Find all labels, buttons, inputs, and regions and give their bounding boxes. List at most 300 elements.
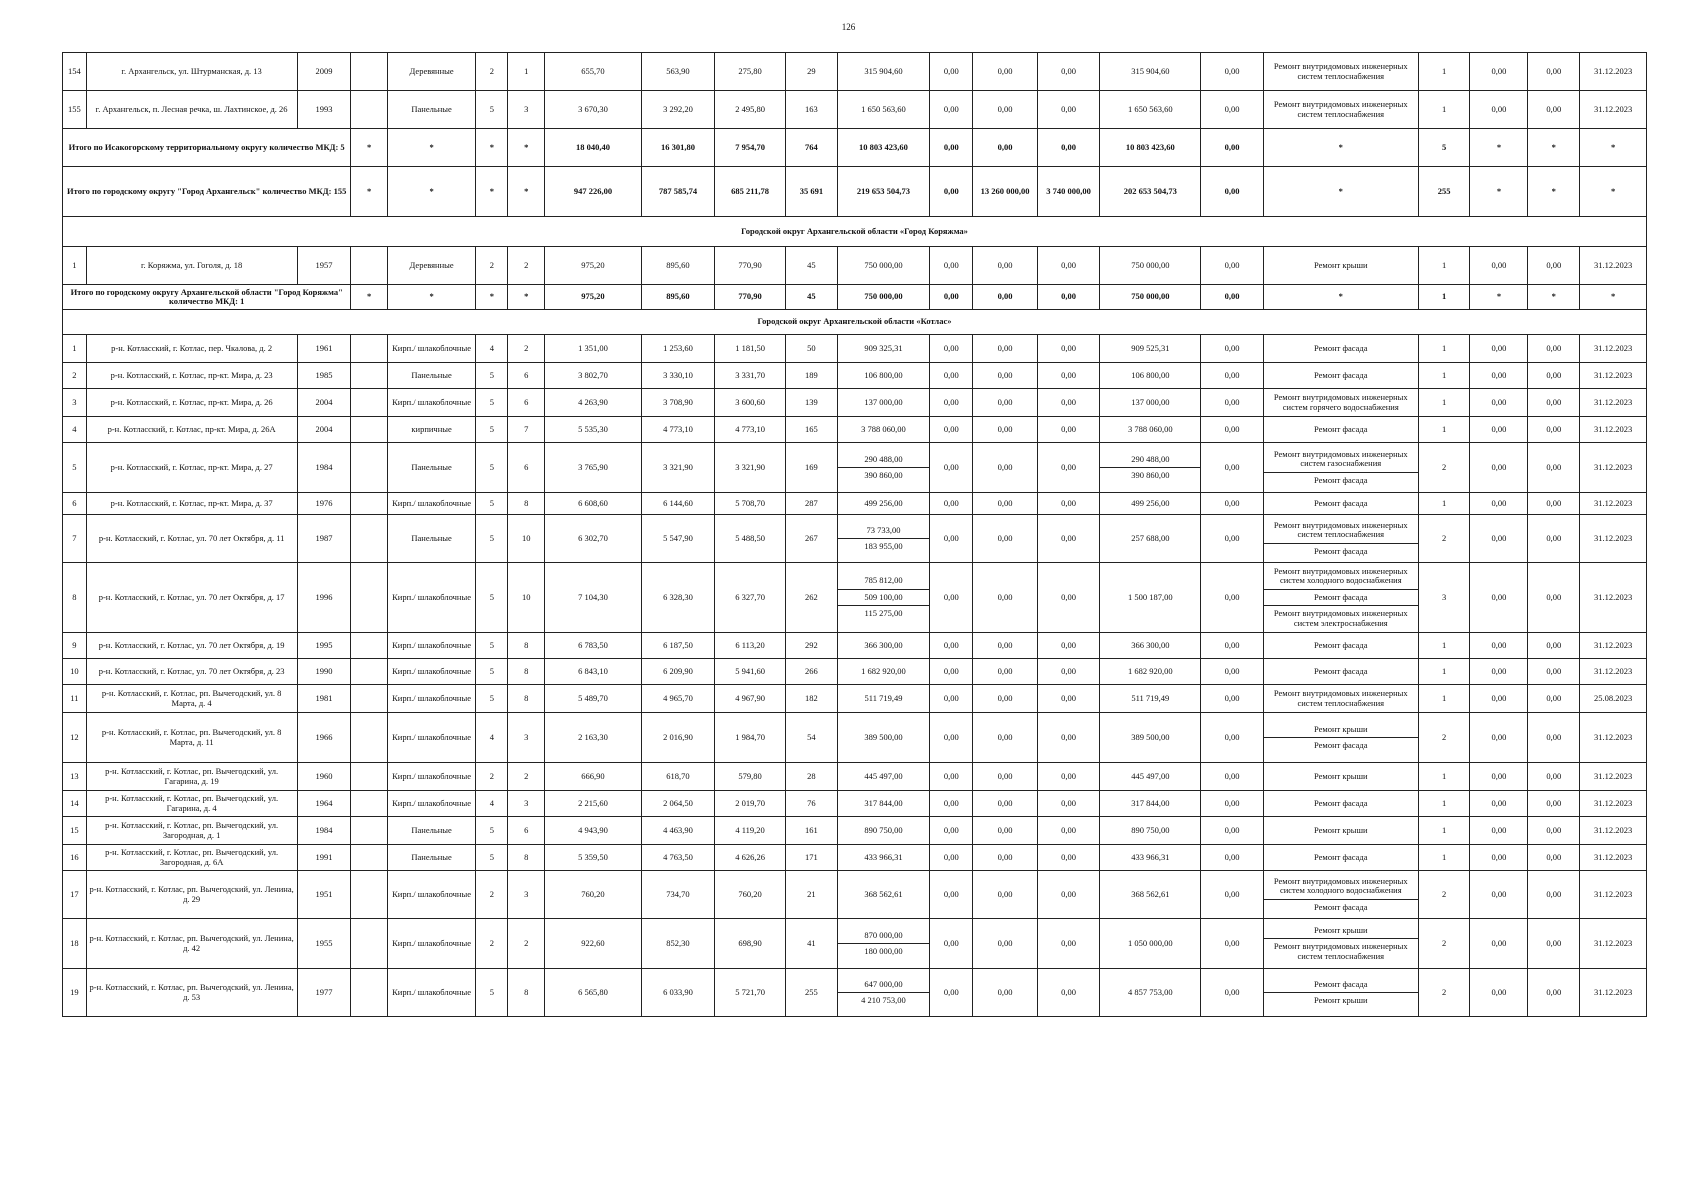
works-count-cell: 2 xyxy=(1418,919,1470,969)
total-area-cell: 3 802,70 xyxy=(545,363,642,389)
residential-area-cell: 5 488,50 xyxy=(715,515,786,563)
table-row xyxy=(63,713,1647,763)
premises-area-cell: 6 033,90 xyxy=(641,969,714,1017)
other-cell: 0,00 xyxy=(1201,363,1263,389)
cost-cell-part: 290 488,00 xyxy=(864,453,903,464)
material-cell: Деревянные xyxy=(387,53,475,91)
star-cell: * xyxy=(476,167,508,217)
total-area-cell: 6 302,70 xyxy=(545,515,642,563)
year-cell: 1976 xyxy=(297,493,351,515)
blank-cell xyxy=(351,845,388,871)
fund-cell: 0,00 xyxy=(930,871,973,919)
residents-cell: 45 xyxy=(786,247,838,285)
deadline-cell: 31.12.2023 xyxy=(1580,817,1647,845)
owners-cell xyxy=(1100,443,1201,493)
other-cell: 0,00 xyxy=(1201,335,1263,363)
cost-cell: 909 325,31 xyxy=(837,335,930,363)
cost-cell: 10 803 423,60 xyxy=(837,129,930,167)
local-budget-cell: 0,00 xyxy=(1037,443,1099,493)
floors-cell: 4 xyxy=(476,713,508,763)
owners-cell: 10 803 423,60 xyxy=(1100,129,1201,167)
total-area-cell: 6 783,50 xyxy=(545,633,642,659)
table-row xyxy=(63,633,1647,659)
deadline-cell: 31.12.2023 xyxy=(1580,633,1647,659)
works-count-cell: 2 xyxy=(1418,443,1470,493)
deadline-cell: 31.12.2023 xyxy=(1580,969,1647,1017)
zero-cell-1: 0,00 xyxy=(1470,713,1528,763)
regional-budget-cell: 0,00 xyxy=(973,685,1038,713)
cost-cell-part: 647 000,00 xyxy=(864,978,903,989)
year-cell: 1964 xyxy=(297,791,351,817)
floors-cell: 2 xyxy=(476,763,508,791)
work-type-cell xyxy=(1263,443,1418,493)
zero-cell-2: 0,00 xyxy=(1528,871,1580,919)
year-cell: 1951 xyxy=(297,871,351,919)
deadline-cell: 31.12.2023 xyxy=(1580,91,1647,129)
premises-area-cell: 3 708,90 xyxy=(641,389,714,417)
floors-cell: 5 xyxy=(476,443,508,493)
address-cell: р-н. Котласский, г. Котлас, рп. Вычегодский, ул. Загородная, д. 6А xyxy=(86,845,297,871)
premises-area-cell: 4 773,10 xyxy=(641,417,714,443)
zero-cell-2: 0,00 xyxy=(1528,335,1580,363)
section-title: Городской округ Архангельской области «Котлас» xyxy=(63,310,1647,335)
row-number: 19 xyxy=(63,969,87,1017)
zero-cell-1: 0,00 xyxy=(1470,685,1528,713)
address-cell: р-н. Котласский, г. Котлас, ул. 70 лет Октября, д. 19 xyxy=(86,633,297,659)
other-cell: 0,00 xyxy=(1201,871,1263,919)
works-count-cell: 1 xyxy=(1418,633,1470,659)
other-cell: 0,00 xyxy=(1201,515,1263,563)
total-area-cell: 6 843,10 xyxy=(545,659,642,685)
material-cell: кирпичные xyxy=(387,417,475,443)
cost-cell-part: 73 733,00 xyxy=(866,524,901,535)
zero-cell-1: 0,00 xyxy=(1470,515,1528,563)
year-cell: 1987 xyxy=(297,515,351,563)
local-budget-cell: 0,00 xyxy=(1037,389,1099,417)
total-area-cell: 666,90 xyxy=(545,763,642,791)
zero-cell-1: 0,00 xyxy=(1470,563,1528,633)
row-number: 155 xyxy=(63,91,87,129)
owners-cell: 137 000,00 xyxy=(1100,389,1201,417)
material-cell: Кирп./ шлакоблочные xyxy=(387,493,475,515)
entrances-cell: 10 xyxy=(508,563,545,633)
zero-cell-2: 0,00 xyxy=(1528,389,1580,417)
floors-cell: 5 xyxy=(476,563,508,633)
star-cell: * xyxy=(387,129,475,167)
cost-cell-part: 870 000,00 xyxy=(864,929,903,940)
owners-cell: 4 857 753,00 xyxy=(1100,969,1201,1017)
deadline-cell: 31.12.2023 xyxy=(1580,335,1647,363)
entrances-cell: 2 xyxy=(508,335,545,363)
material-cell: Панельные xyxy=(387,363,475,389)
table-row xyxy=(63,817,1647,845)
owners-cell: 433 966,31 xyxy=(1100,845,1201,871)
residents-cell: 182 xyxy=(786,685,838,713)
fund-cell: 0,00 xyxy=(930,335,973,363)
regional-budget-cell: 0,00 xyxy=(973,335,1038,363)
residents-cell: 764 xyxy=(786,129,838,167)
premises-area-cell: 4 463,90 xyxy=(641,817,714,845)
residents-cell: 76 xyxy=(786,791,838,817)
owners-cell: 750 000,00 xyxy=(1100,247,1201,285)
premises-area-cell: 563,90 xyxy=(641,53,714,91)
premises-area-cell: 3 292,20 xyxy=(641,91,714,129)
residents-cell: 54 xyxy=(786,713,838,763)
cost-cell-part: 509 100,00 xyxy=(838,589,930,605)
blank-cell xyxy=(351,515,388,563)
works-count-cell: 1 xyxy=(1418,389,1470,417)
blank-cell xyxy=(351,563,388,633)
fund-cell: 0,00 xyxy=(930,763,973,791)
star-cell: * xyxy=(351,129,388,167)
works-count-cell: 1 xyxy=(1418,247,1470,285)
local-budget-cell: 0,00 xyxy=(1037,659,1099,685)
owners-cell: 3 788 060,00 xyxy=(1100,417,1201,443)
premises-area-cell: 2 016,90 xyxy=(641,713,714,763)
regional-budget-cell: 0,00 xyxy=(973,919,1038,969)
works-count-cell: 1 xyxy=(1418,685,1470,713)
regional-budget-cell: 0,00 xyxy=(973,443,1038,493)
residential-area-cell: 2 495,80 xyxy=(715,91,786,129)
residential-area-cell: 7 954,70 xyxy=(715,129,786,167)
entrances-cell: 6 xyxy=(508,389,545,417)
local-budget-cell: 0,00 xyxy=(1037,129,1099,167)
material-cell: Кирп./ шлакоблочные xyxy=(387,791,475,817)
fund-cell: 0,00 xyxy=(930,817,973,845)
zero-cell-2: 0,00 xyxy=(1528,633,1580,659)
fund-cell: 0,00 xyxy=(930,633,973,659)
local-budget-cell: 0,00 xyxy=(1037,53,1099,91)
residents-cell: 50 xyxy=(786,335,838,363)
star-cell: * xyxy=(1470,129,1528,167)
residents-cell: 266 xyxy=(786,659,838,685)
zero-cell-2: 0,00 xyxy=(1528,515,1580,563)
fund-cell: 0,00 xyxy=(930,713,973,763)
table-row xyxy=(63,685,1647,713)
blank-cell xyxy=(351,443,388,493)
premises-area-cell: 787 585,74 xyxy=(641,167,714,217)
entrances-cell: 8 xyxy=(508,845,545,871)
residential-area-cell: 5 941,60 xyxy=(715,659,786,685)
address-cell: р-н. Котласский, г. Котлас, ул. 70 лет Октября, д. 23 xyxy=(86,659,297,685)
work-type-cell: Ремонт фасада xyxy=(1263,493,1418,515)
row-number: 17 xyxy=(63,871,87,919)
material-cell: Кирп./ шлакоблочные xyxy=(387,633,475,659)
star-cell: * xyxy=(508,167,545,217)
works-count-cell: 1 xyxy=(1418,363,1470,389)
other-cell: 0,00 xyxy=(1201,493,1263,515)
year-cell: 1991 xyxy=(297,845,351,871)
floors-cell: 4 xyxy=(476,335,508,363)
premises-area-cell: 6 144,60 xyxy=(641,493,714,515)
star-cell: * xyxy=(1528,167,1580,217)
zero-cell-1: 0,00 xyxy=(1470,845,1528,871)
address-cell: р-н. Котласский, г. Котлас, рп. Вычегодский, ул. Гагарина, д. 19 xyxy=(86,763,297,791)
deadline-cell: 31.12.2023 xyxy=(1580,363,1647,389)
floors-cell: 5 xyxy=(476,91,508,129)
work-type-cell: Ремонт фасада xyxy=(1263,845,1418,871)
residential-area-cell: 6 327,70 xyxy=(715,563,786,633)
premises-area-cell: 2 064,50 xyxy=(641,791,714,817)
address-cell: г. Архангельск, п. Лесная речка, ш. Лахтинское, д. 26 xyxy=(86,91,297,129)
year-cell: 1955 xyxy=(297,919,351,969)
regional-budget-cell: 0,00 xyxy=(973,633,1038,659)
table-row xyxy=(63,417,1647,443)
zero-cell-2: 0,00 xyxy=(1528,563,1580,633)
work-type-cell: Ремонт фасада xyxy=(1263,791,1418,817)
residents-cell: 139 xyxy=(786,389,838,417)
zero-cell-1: 0,00 xyxy=(1470,969,1528,1017)
zero-cell-1: 0,00 xyxy=(1470,363,1528,389)
zero-cell-2: 0,00 xyxy=(1528,685,1580,713)
entrances-cell: 3 xyxy=(508,91,545,129)
floors-cell: 5 xyxy=(476,817,508,845)
table-body xyxy=(63,53,1647,1017)
deadline-cell: 31.12.2023 xyxy=(1580,659,1647,685)
zero-cell-2: 0,00 xyxy=(1528,817,1580,845)
blank-cell xyxy=(351,417,388,443)
premises-area-cell: 618,70 xyxy=(641,763,714,791)
fund-cell: 0,00 xyxy=(930,919,973,969)
row-number: 13 xyxy=(63,763,87,791)
residential-area-cell: 2 019,70 xyxy=(715,791,786,817)
deadline-cell: 31.12.2023 xyxy=(1580,247,1647,285)
deadline-cell: 31.12.2023 xyxy=(1580,53,1647,91)
regional-budget-cell: 0,00 xyxy=(973,515,1038,563)
floors-cell: 2 xyxy=(476,919,508,969)
residential-area-cell: 1 181,50 xyxy=(715,335,786,363)
table-row xyxy=(63,969,1647,1017)
work-type-cell-part: Ремонт внутридомовых инженерных систем электроснабжения xyxy=(1264,605,1418,631)
cost-cell-part: 390 860,00 xyxy=(838,467,930,483)
owners-cell: 315 904,60 xyxy=(1100,53,1201,91)
blank-cell xyxy=(351,713,388,763)
deadline-cell: 25.08.2023 xyxy=(1580,685,1647,713)
total-area-cell: 4 943,90 xyxy=(545,817,642,845)
total-area-cell: 947 226,00 xyxy=(545,167,642,217)
zero-cell-2: 0,00 xyxy=(1528,417,1580,443)
fund-cell: 0,00 xyxy=(930,363,973,389)
works-count-cell: 1 xyxy=(1418,763,1470,791)
residents-cell: 169 xyxy=(786,443,838,493)
regional-budget-cell: 0,00 xyxy=(973,845,1038,871)
material-cell: Кирп./ шлакоблочные xyxy=(387,685,475,713)
total-area-cell: 6 608,60 xyxy=(545,493,642,515)
year-cell: 1981 xyxy=(297,685,351,713)
address-cell: р-н. Котласский, г. Котлас, пр-кт. Мира, д. 27 xyxy=(86,443,297,493)
works-count-cell: 255 xyxy=(1418,167,1470,217)
cost-cell xyxy=(837,563,930,633)
year-cell: 1984 xyxy=(297,817,351,845)
year-cell: 1995 xyxy=(297,633,351,659)
address-cell: г. Коряжма, ул. Гоголя, д. 18 xyxy=(86,247,297,285)
blank-cell xyxy=(351,247,388,285)
deadline-cell: 31.12.2023 xyxy=(1580,763,1647,791)
work-type-cell-part: Ремонт фасада xyxy=(1264,472,1418,488)
local-budget-cell: 0,00 xyxy=(1037,493,1099,515)
zero-cell-1: 0,00 xyxy=(1470,389,1528,417)
cost-cell: 219 653 504,73 xyxy=(837,167,930,217)
total-area-cell: 5 489,70 xyxy=(545,685,642,713)
total-area-cell: 2 163,30 xyxy=(545,713,642,763)
zero-cell-1: 0,00 xyxy=(1470,871,1528,919)
premises-area-cell: 6 209,90 xyxy=(641,659,714,685)
work-type-cell xyxy=(1263,515,1418,563)
star-cell: * xyxy=(1528,129,1580,167)
zero-cell-1: 0,00 xyxy=(1470,417,1528,443)
year-cell: 1996 xyxy=(297,563,351,633)
work-type-cell-part: Ремонт фасада xyxy=(1264,737,1418,753)
work-type-cell xyxy=(1263,871,1418,919)
residents-cell: 163 xyxy=(786,91,838,129)
total-area-cell: 975,20 xyxy=(545,247,642,285)
regional-budget-cell: 0,00 xyxy=(973,713,1038,763)
fund-cell: 0,00 xyxy=(930,247,973,285)
blank-cell xyxy=(351,817,388,845)
table-row xyxy=(63,871,1647,919)
zero-cell-1: 0,00 xyxy=(1470,633,1528,659)
owners-cell: 106 800,00 xyxy=(1100,363,1201,389)
entrances-cell: 2 xyxy=(508,919,545,969)
other-cell: 0,00 xyxy=(1201,713,1263,763)
premises-area-cell: 16 301,80 xyxy=(641,129,714,167)
table-row xyxy=(63,515,1647,563)
fund-cell: 0,00 xyxy=(930,91,973,129)
year-cell: 2004 xyxy=(297,417,351,443)
fund-cell: 0,00 xyxy=(930,443,973,493)
premises-area-cell: 3 321,90 xyxy=(641,443,714,493)
section-korjma xyxy=(63,217,1647,247)
regional-budget-cell: 0,00 xyxy=(973,363,1038,389)
cost-cell: 890 750,00 xyxy=(837,817,930,845)
cost-cell: 389 500,00 xyxy=(837,713,930,763)
residential-area-cell: 1 984,70 xyxy=(715,713,786,763)
works-count-cell: 3 xyxy=(1418,563,1470,633)
table-row xyxy=(63,247,1647,285)
local-budget-cell: 3 740 000,00 xyxy=(1037,167,1099,217)
residents-cell: 267 xyxy=(786,515,838,563)
entrances-cell: 8 xyxy=(508,659,545,685)
work-type-cell-part: Ремонт внутридомовых инженерных систем холодного водоснабжения xyxy=(1273,566,1408,586)
works-count-cell: 5 xyxy=(1418,129,1470,167)
section-kotlas xyxy=(63,310,1647,335)
cost-cell: 317 844,00 xyxy=(837,791,930,817)
total-area-cell: 975,20 xyxy=(545,285,642,310)
work-type-cell: Ремонт крыши xyxy=(1263,817,1418,845)
total-label: Итого по Исакогорскому территориальному округу количество МКД: 5 xyxy=(63,129,351,167)
star-cell: * xyxy=(508,285,545,310)
local-budget-cell: 0,00 xyxy=(1037,763,1099,791)
owners-cell: 750 000,00 xyxy=(1100,285,1201,310)
material-cell: Кирп./ шлакоблочные xyxy=(387,919,475,969)
local-budget-cell: 0,00 xyxy=(1037,335,1099,363)
other-cell: 0,00 xyxy=(1201,129,1263,167)
total-label: Итого по городскому округу "Город Архангельск" количество МКД: 155 xyxy=(63,167,351,217)
fund-cell: 0,00 xyxy=(930,515,973,563)
total-area-cell: 3 765,90 xyxy=(545,443,642,493)
material-cell: Кирп./ шлакоблочные xyxy=(387,659,475,685)
other-cell: 0,00 xyxy=(1201,763,1263,791)
material-cell: Панельные xyxy=(387,443,475,493)
floors-cell: 5 xyxy=(476,417,508,443)
zero-cell-1: 0,00 xyxy=(1470,443,1528,493)
table-row xyxy=(63,493,1647,515)
residential-area-cell: 770,90 xyxy=(715,247,786,285)
address-cell: р-н. Котласский, г. Котлас, рп. Вычегодский, ул. Гагарина, д. 4 xyxy=(86,791,297,817)
local-budget-cell: 0,00 xyxy=(1037,817,1099,845)
material-cell: Кирп./ шлакоблочные xyxy=(387,969,475,1017)
fund-cell: 0,00 xyxy=(930,285,973,310)
floors-cell: 4 xyxy=(476,791,508,817)
owners-cell: 890 750,00 xyxy=(1100,817,1201,845)
premises-area-cell: 1 253,60 xyxy=(641,335,714,363)
work-type-cell-part: Ремонт внутридомовых инженерных систем теплоснабжения xyxy=(1264,938,1418,964)
owners-cell: 1 682 920,00 xyxy=(1100,659,1201,685)
total-label: Итого по городскому округу Архангельской области "Город Коряжма" количество МКД: 1 xyxy=(63,285,351,310)
total-area-cell: 655,70 xyxy=(545,53,642,91)
floors-cell: 5 xyxy=(476,969,508,1017)
zero-cell-2: 0,00 xyxy=(1528,763,1580,791)
regional-budget-cell: 0,00 xyxy=(973,563,1038,633)
residential-area-cell: 770,90 xyxy=(715,285,786,310)
owners-cell: 1 500 187,00 xyxy=(1100,563,1201,633)
deadline-cell: 31.12.2023 xyxy=(1580,919,1647,969)
residential-area-cell: 3 600,60 xyxy=(715,389,786,417)
total-row xyxy=(63,285,1647,310)
other-cell: 0,00 xyxy=(1201,563,1263,633)
table-row xyxy=(63,443,1647,493)
cost-cell-part: 4 210 753,00 xyxy=(838,992,930,1008)
premises-area-cell: 4 763,50 xyxy=(641,845,714,871)
zero-cell-1: 0,00 xyxy=(1470,659,1528,685)
table-row xyxy=(63,335,1647,363)
work-type-cell: Ремонт фасада xyxy=(1263,417,1418,443)
table-row xyxy=(63,363,1647,389)
residential-area-cell: 4 119,20 xyxy=(715,817,786,845)
entrances-cell: 8 xyxy=(508,969,545,1017)
residents-cell: 41 xyxy=(786,919,838,969)
floors-cell: 5 xyxy=(476,845,508,871)
material-cell: Кирп./ шлакоблочные xyxy=(387,713,475,763)
owners-cell: 445 497,00 xyxy=(1100,763,1201,791)
floors-cell: 5 xyxy=(476,363,508,389)
regional-budget-cell: 0,00 xyxy=(973,417,1038,443)
regional-budget-cell: 0,00 xyxy=(973,791,1038,817)
material-cell: Панельные xyxy=(387,91,475,129)
year-cell: 1961 xyxy=(297,335,351,363)
fund-cell: 0,00 xyxy=(930,493,973,515)
row-number: 3 xyxy=(63,389,87,417)
work-type-cell: Ремонт внутридомовых инженерных систем теплоснабжения xyxy=(1263,53,1418,91)
fund-cell: 0,00 xyxy=(930,659,973,685)
deadline-cell: 31.12.2023 xyxy=(1580,845,1647,871)
year-cell: 1960 xyxy=(297,763,351,791)
cost-cell: 137 000,00 xyxy=(837,389,930,417)
other-cell: 0,00 xyxy=(1201,845,1263,871)
regional-budget-cell: 0,00 xyxy=(973,763,1038,791)
work-type-cell-part: Ремонт внутридомовых инженерных систем газоснабжения xyxy=(1273,448,1408,469)
residential-area-cell: 6 113,20 xyxy=(715,633,786,659)
entrances-cell: 6 xyxy=(508,443,545,493)
year-cell: 1984 xyxy=(297,443,351,493)
works-count-cell: 2 xyxy=(1418,969,1470,1017)
owners-cell: 317 844,00 xyxy=(1100,791,1201,817)
material-cell: Панельные xyxy=(387,845,475,871)
zero-cell-2: 0,00 xyxy=(1528,363,1580,389)
other-cell: 0,00 xyxy=(1201,817,1263,845)
total-area-cell: 7 104,30 xyxy=(545,563,642,633)
floors-cell: 5 xyxy=(476,389,508,417)
